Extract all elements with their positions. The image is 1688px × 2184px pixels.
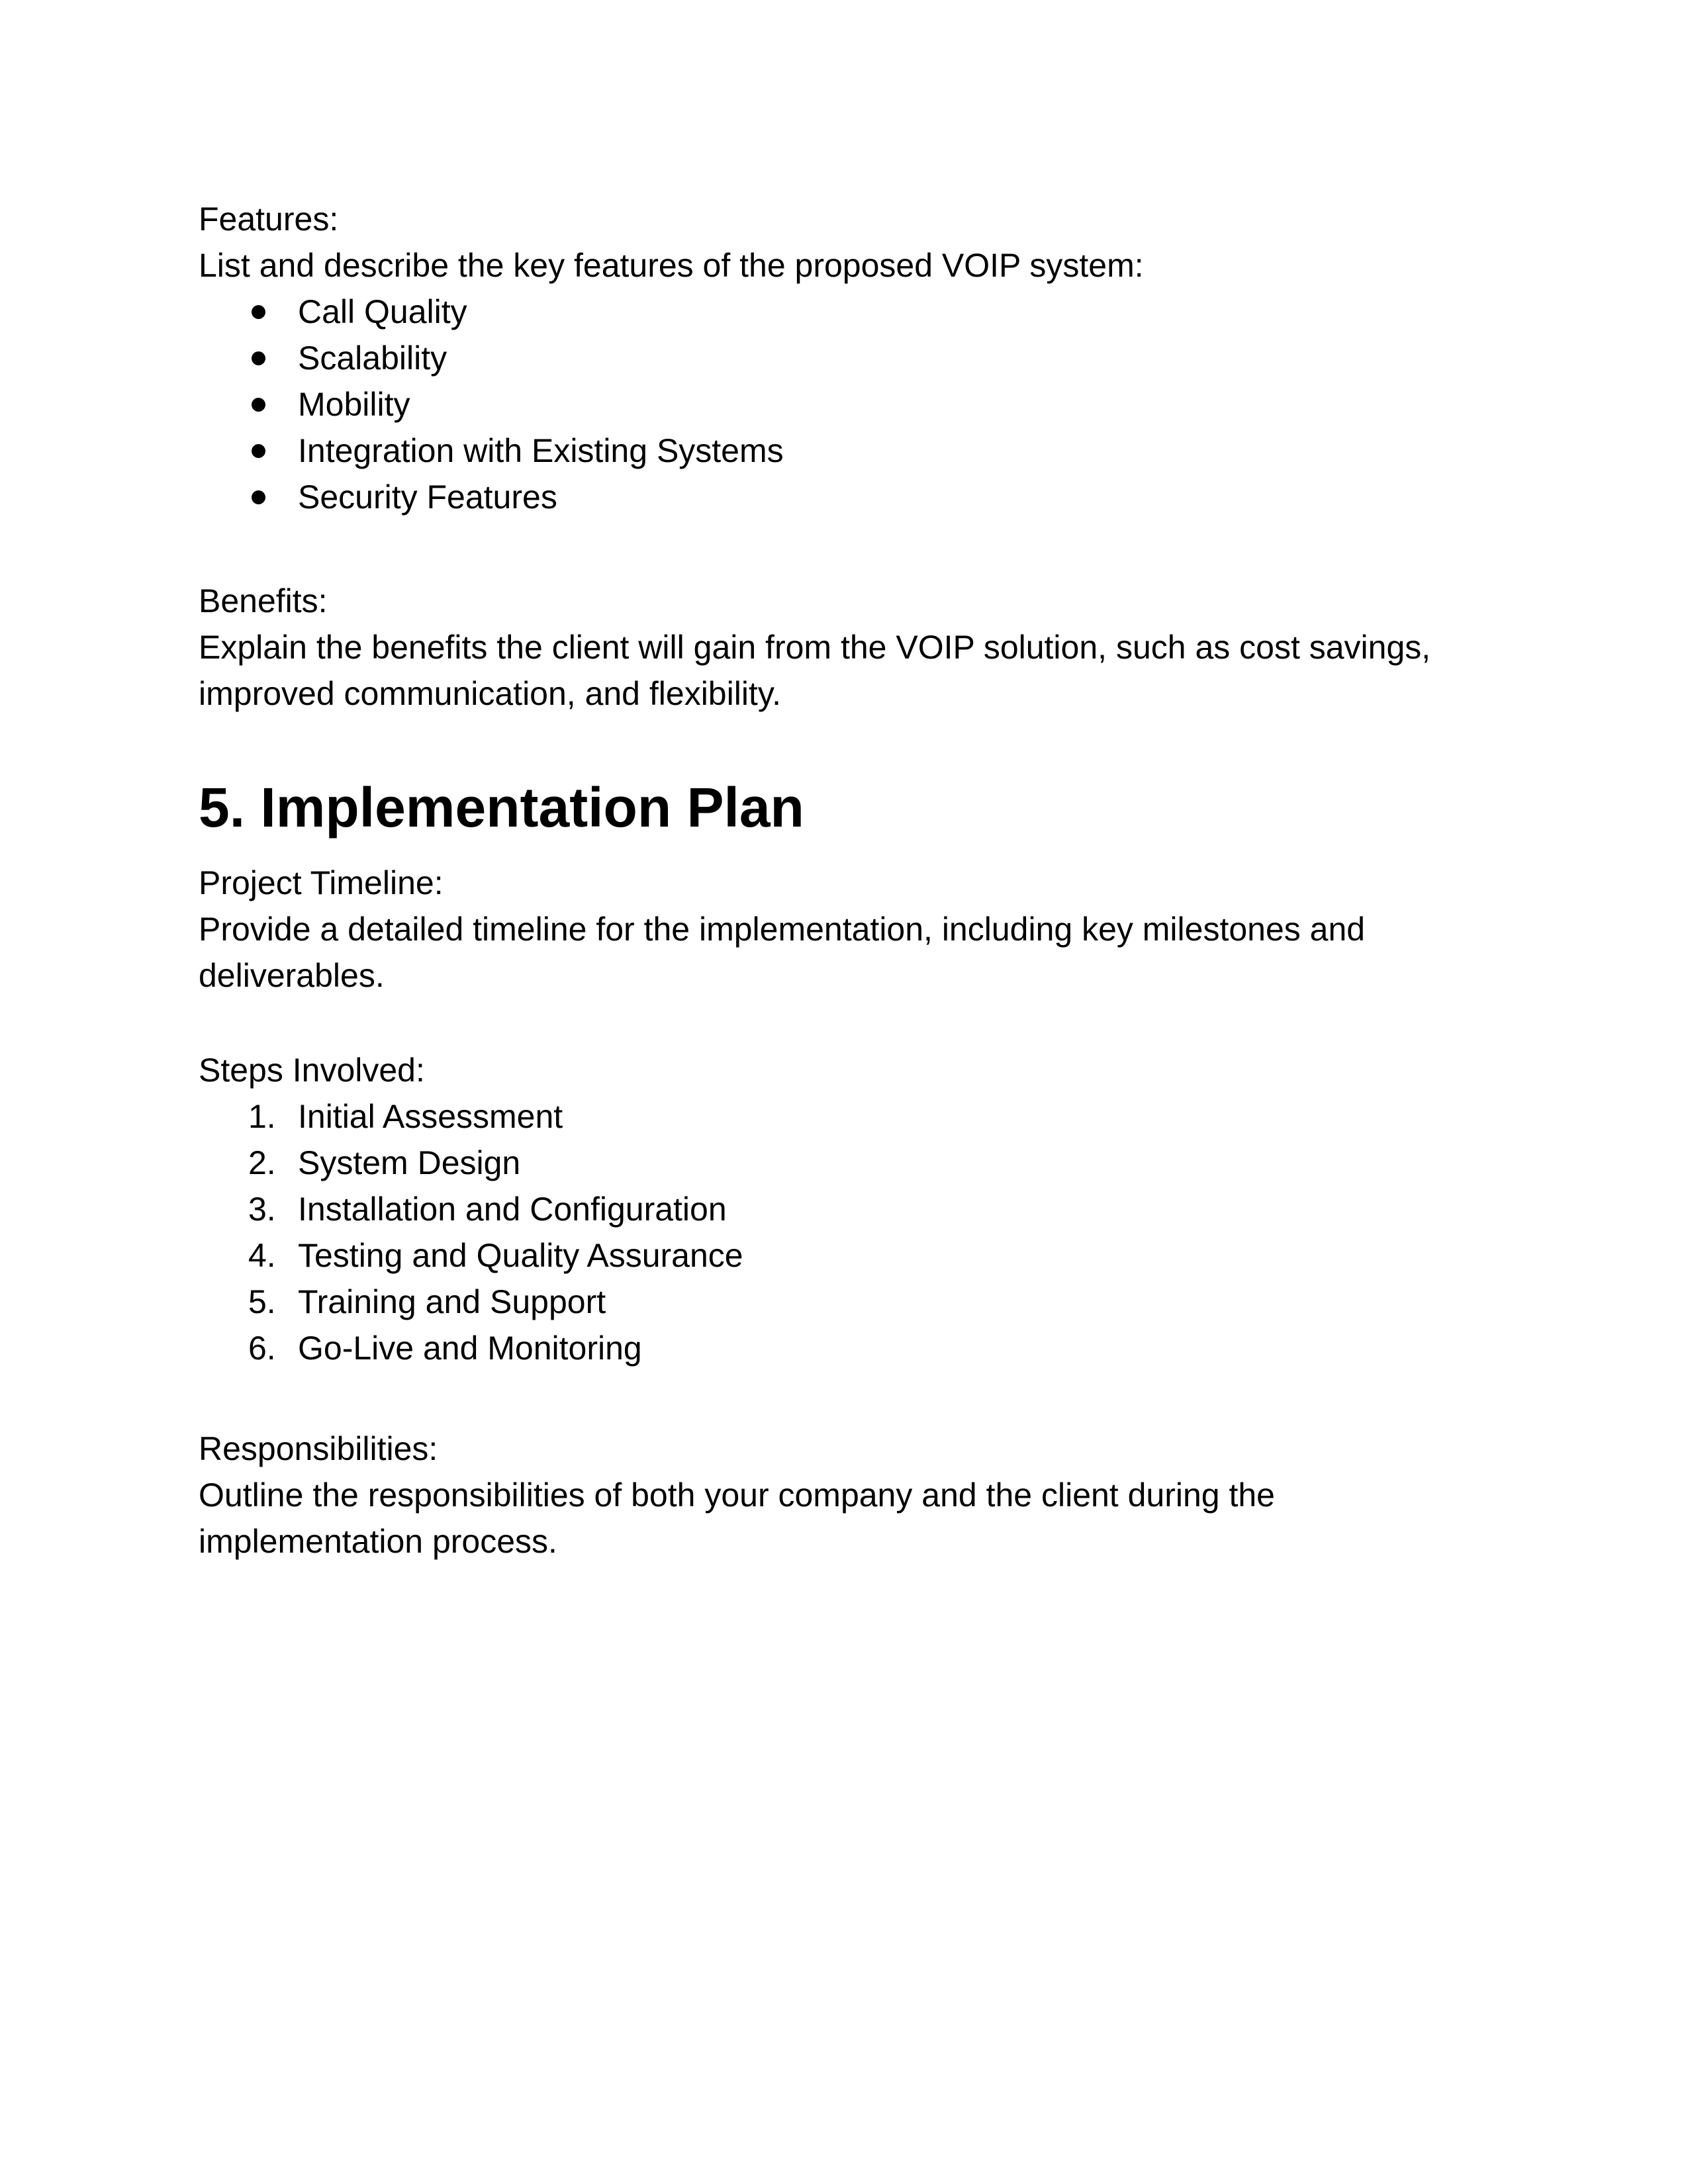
paragraph-line: Outline the responsibilities of both your company and the client during the bbox=[199, 1477, 1275, 1514]
section-heading: 5. Implementation Plan bbox=[199, 776, 804, 839]
project-timeline-paragraph bbox=[199, 906, 1489, 999]
list-item-label: Installation and Configuration bbox=[298, 1191, 727, 1228]
benefits-paragraph bbox=[199, 624, 1489, 717]
list-number: 1. bbox=[248, 1098, 276, 1135]
list-item bbox=[199, 1140, 1489, 1186]
list-item bbox=[199, 335, 1489, 381]
list-item bbox=[199, 1232, 1489, 1279]
responsibilities-label: Responsibilities: bbox=[199, 1430, 438, 1467]
paragraph-line: improved communication, and flexibility. bbox=[199, 675, 782, 712]
bullet-icon bbox=[252, 444, 265, 458]
list-number: 5. bbox=[248, 1283, 276, 1320]
features-intro: List and describe the key features of the proposed VOIP system: bbox=[199, 247, 1144, 284]
list-item-label: Training and Support bbox=[298, 1283, 606, 1320]
list-number: 4. bbox=[248, 1237, 276, 1274]
list-item bbox=[199, 1093, 1489, 1140]
paragraph-line: implementation process. bbox=[199, 1523, 557, 1560]
list-item-label: Call Quality bbox=[298, 293, 467, 330]
list-number: 6. bbox=[248, 1330, 276, 1367]
list-item-label: Mobility bbox=[298, 386, 410, 423]
bullet-icon bbox=[252, 398, 265, 412]
list-item bbox=[199, 381, 1489, 428]
list-item bbox=[199, 474, 1489, 520]
list-item bbox=[199, 1325, 1489, 1371]
list-item-label: Scalability bbox=[298, 340, 447, 377]
spacer bbox=[199, 999, 1489, 1047]
list-item-label: Testing and Quality Assurance bbox=[298, 1237, 743, 1274]
list-number: 2. bbox=[248, 1144, 276, 1181]
features-list bbox=[199, 289, 1489, 520]
list-item bbox=[199, 1279, 1489, 1325]
steps-list bbox=[199, 1093, 1489, 1371]
paragraph-line: Provide a detailed timeline for the implementation, including key milestones and bbox=[199, 911, 1366, 948]
paragraph-line: Explain the benefits the client will gain from the VOIP solution, such as cost savings, bbox=[199, 629, 1431, 666]
list-number: 3. bbox=[248, 1191, 276, 1228]
bullet-icon bbox=[252, 490, 265, 504]
responsibilities-paragraph bbox=[199, 1472, 1489, 1565]
paragraph-line: deliverables. bbox=[199, 957, 385, 994]
list-item-label: Initial Assessment bbox=[298, 1098, 563, 1135]
bullet-icon bbox=[252, 305, 265, 319]
list-item-label: Go-Live and Monitoring bbox=[298, 1330, 642, 1367]
steps-label: Steps Involved: bbox=[199, 1052, 425, 1089]
benefits-label: Benefits: bbox=[199, 582, 328, 619]
list-item-label: Security Features bbox=[298, 478, 557, 516]
bullet-icon bbox=[252, 351, 265, 365]
list-item-label: Integration with Existing Systems bbox=[298, 432, 784, 469]
spacer bbox=[199, 520, 1489, 578]
list-item bbox=[199, 1186, 1489, 1232]
list-item-label: System Design bbox=[298, 1144, 521, 1181]
list-item bbox=[199, 428, 1489, 474]
spacer bbox=[199, 1371, 1489, 1426]
project-timeline-label: Project Timeline: bbox=[199, 864, 444, 901]
list-item bbox=[199, 289, 1489, 335]
features-label: Features: bbox=[199, 201, 339, 238]
